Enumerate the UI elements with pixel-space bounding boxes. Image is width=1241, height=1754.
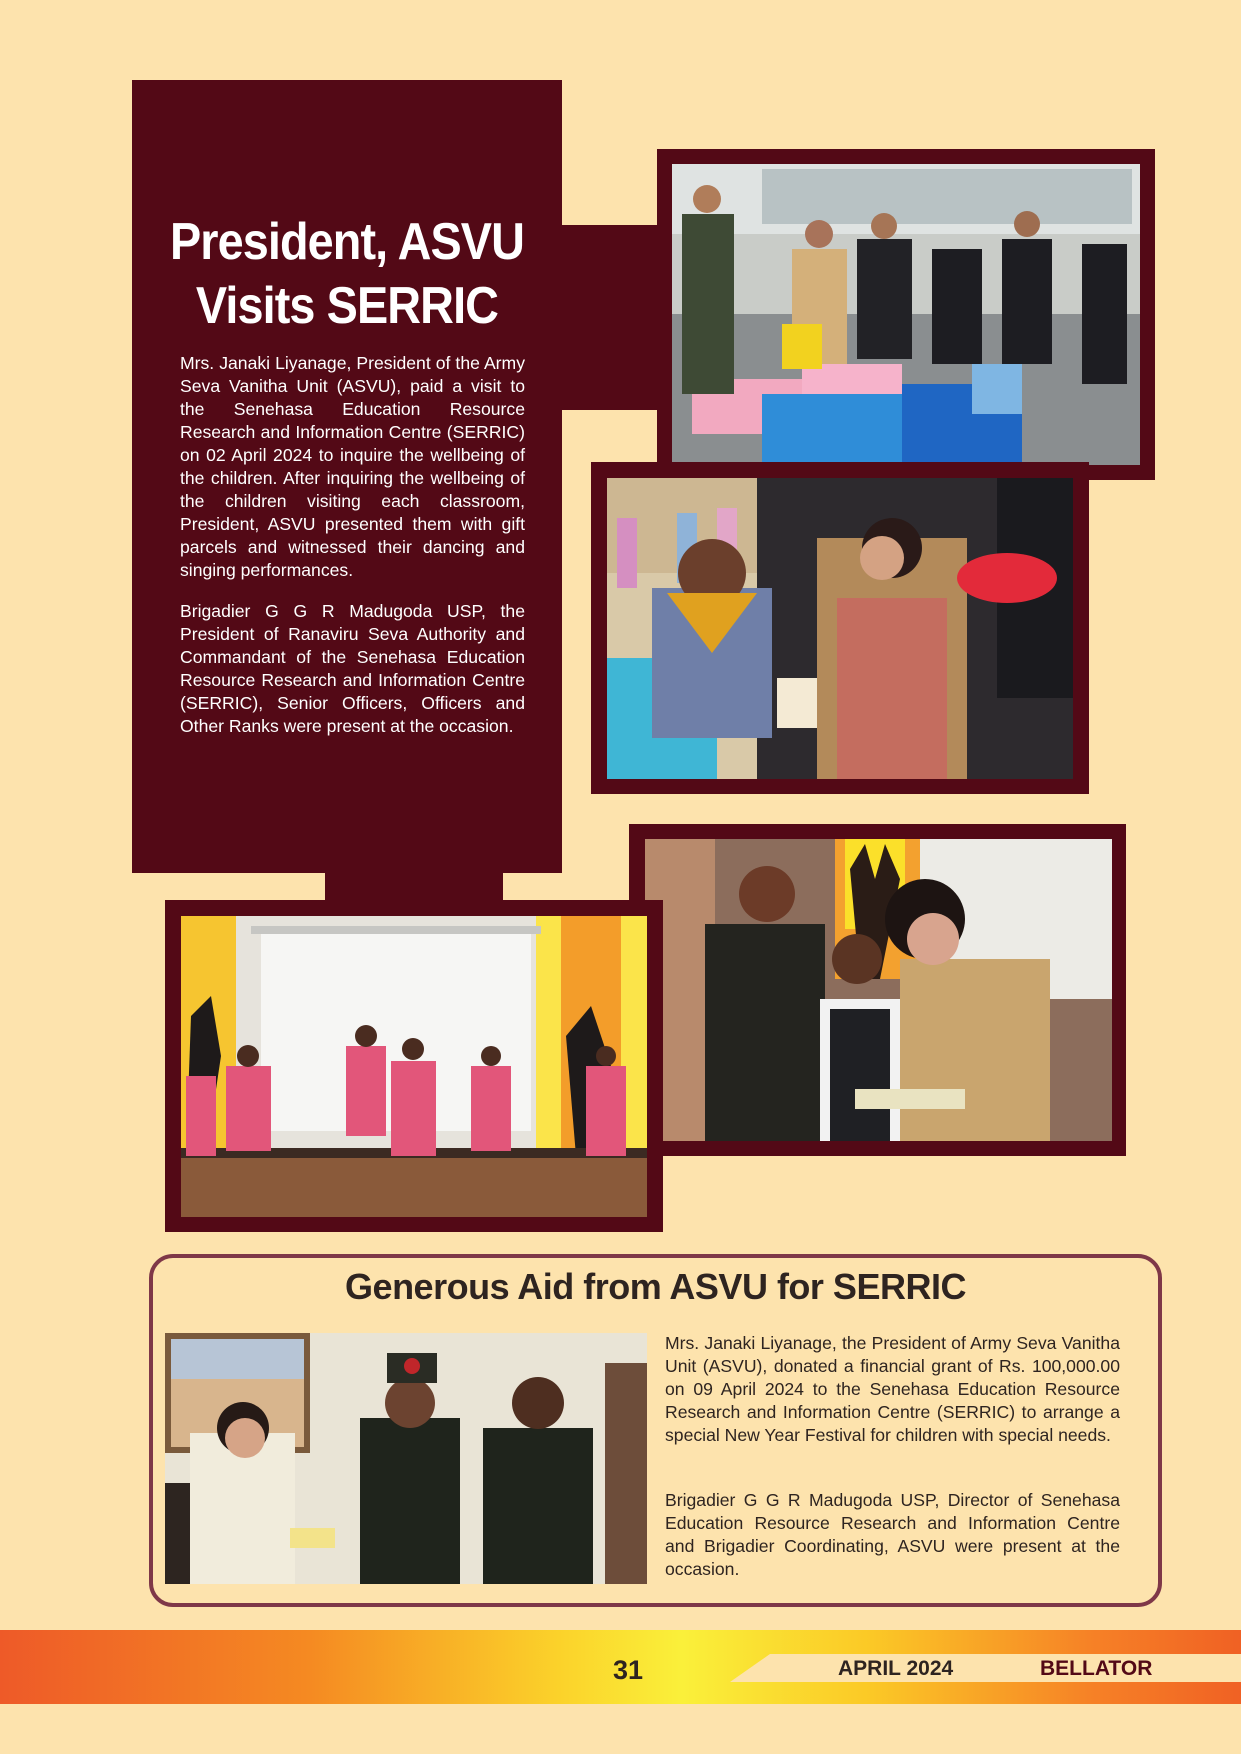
title-panel-connector (560, 225, 665, 410)
magazine-name: BELLATOR (1040, 1657, 1153, 1680)
headline-line-2: Visits SERRIC (195, 277, 499, 335)
aid-paragraph-2: Brigadier G G R Madugoda USP, Director of Senehasa Education Resource Research and Information Centre and Brigadier Coordinating, ASVU were present at the occasion. (665, 1490, 1120, 1579)
headline-line-1: President, ASVU (169, 213, 525, 271)
article-paragraph-2: Brigadier G G R Madugoda USP, the President of Ranaviru Seva Authority and Commandant of the Senehasa Education Resource Research and Information Centre (SERRIC), Senior Officers, Officers and Other Ranks were present at the occasion. (180, 601, 525, 736)
article-headline (154, 210, 541, 338)
issue-date: APRIL 2024 (838, 1657, 954, 1680)
photo-classroom-visit (672, 164, 1140, 465)
photo-aid-handover (165, 1333, 647, 1584)
photo-gift-presentation (607, 478, 1073, 779)
page-number: 31 (612, 1655, 644, 1685)
aid-headline: Generous Aid from ASVU for SERRIC (345, 1266, 966, 1307)
footer-tab (730, 1654, 1241, 1682)
photo-officer-with-child (645, 839, 1112, 1141)
article-paragraph-1: Mrs. Janaki Liyanage, President of the Army Seva Vanitha Unit (ASVU), paid a visit to the Senehasa Education Resource Research and Information Centre (SERRIC) on 02 April 2024 to inquire the wellbeing of the children. After inquiring the wellbeing of the children visiting each classroom, President, ASVU presented them with gift parcels and witnessed their dancing and singing performances. (180, 353, 525, 580)
aid-paragraph-1: Mrs. Janaki Liyanage, the President of Army Seva Vanitha Unit (ASVU), donated a financial grant of Rs. 100,000.00 on 09 April 2024 to the Senehasa Education Resource Research and Information Centre (SERRIC) to arrange a special New Year Festival for children with special needs. (665, 1333, 1120, 1445)
photo-dance-performance (181, 916, 647, 1217)
